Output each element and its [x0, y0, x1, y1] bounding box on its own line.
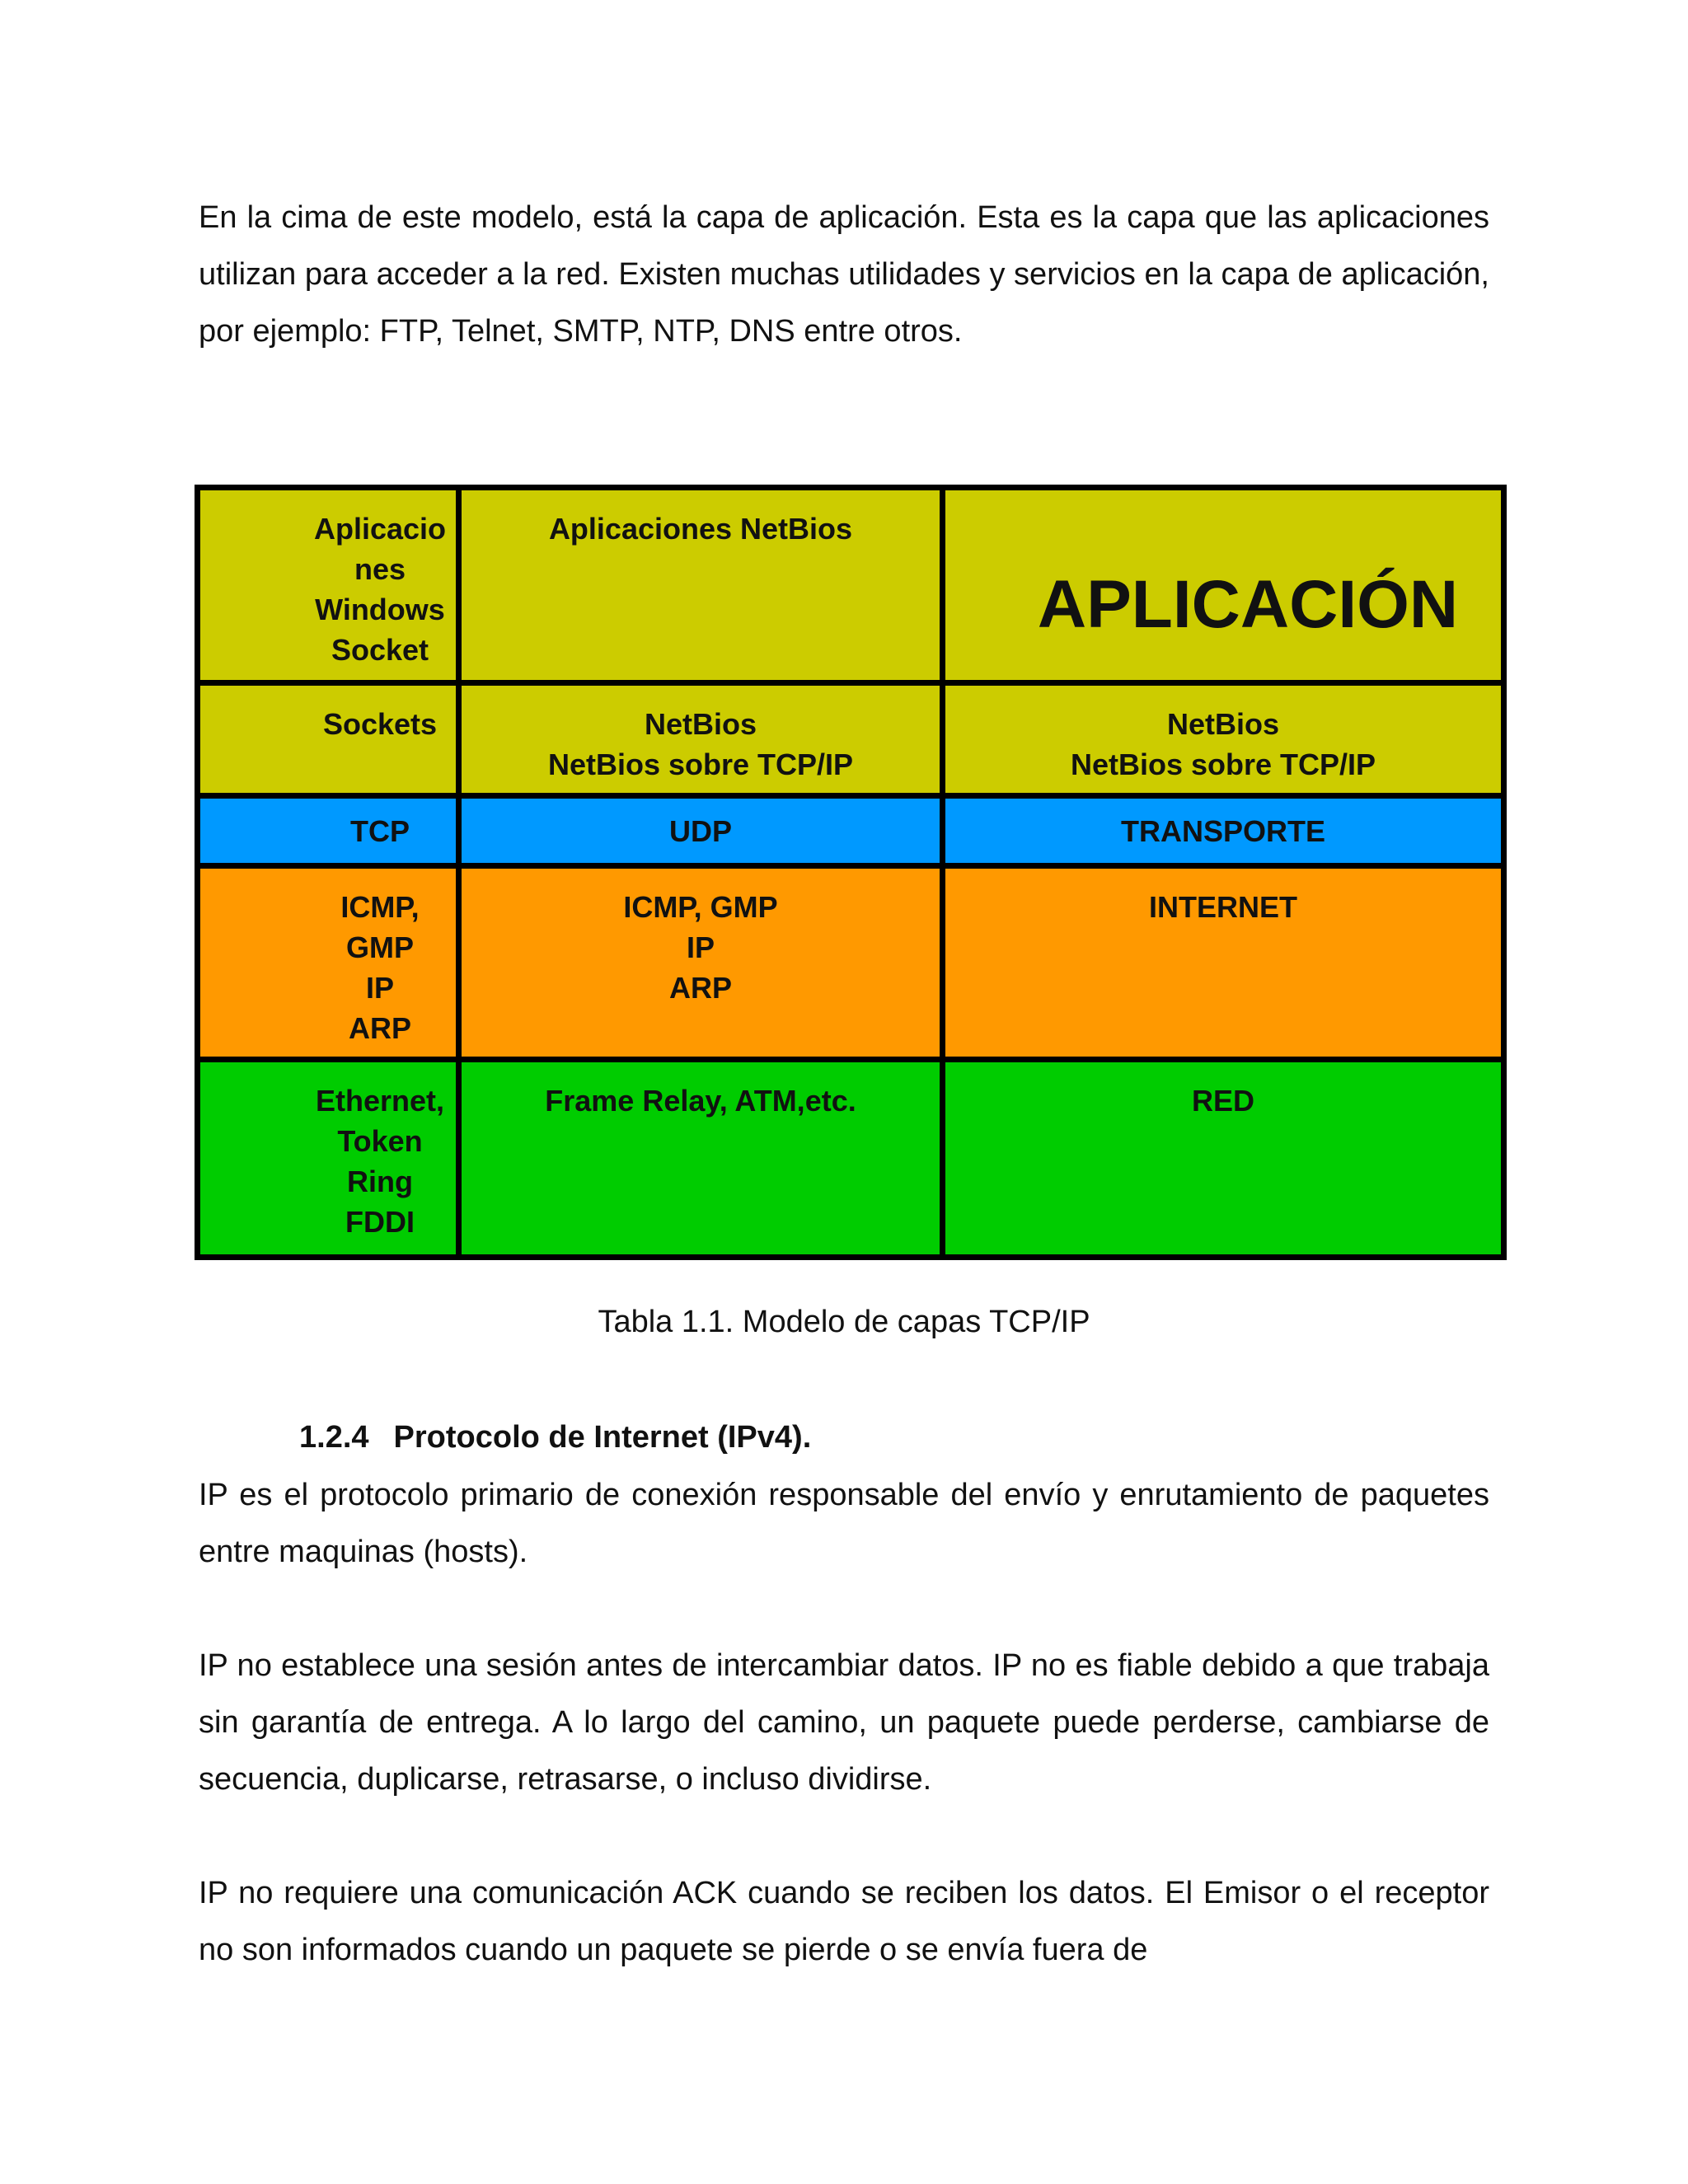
cell-line: Socket: [331, 633, 429, 667]
cell-line: NetBios: [644, 707, 757, 741]
cell-network-layer: [943, 1060, 1504, 1258]
ip-session-paragraph: IP no establece una sesión antes de intercambiar datos. IP no es fiable debido a que trabaja sin garantía de entrega. A lo largo del camino, un paquete puede perderse, cambiarse de secuencia, duplicarse, retrasarse, o incluso dividirse.: [199, 1648, 1489, 1797]
cell-line: INTERNET: [1149, 890, 1297, 924]
cell-line: Frame Relay, ATM,etc.: [545, 1084, 856, 1118]
section-number: 1.2.4: [299, 1420, 369, 1455]
cell-line: NetBios sobre TCP/IP: [547, 748, 854, 781]
cell-line: Sockets: [322, 707, 438, 741]
cell-internet-protocols-2: [459, 866, 943, 1060]
cell-transport-layer: TRANSPORTE: [943, 796, 1504, 866]
ip-definition-paragraph: IP es el protocolo primario de conexión responsable del envío y enrutamiento de paquetes entre maquinas (hosts).: [199, 1478, 1489, 1569]
cell-line: Aplicacio: [313, 512, 447, 546]
cell-internet-protocols: [198, 866, 459, 1060]
cell-line: Token: [337, 1124, 423, 1158]
cell-netbios-apps: [459, 488, 943, 683]
table-row-internet: [198, 866, 1504, 1060]
table-row-transport: [198, 796, 1504, 866]
cell-line: ARP: [668, 971, 732, 1005]
cell-line: ICMP, GMP: [623, 890, 778, 924]
cell-netbios-layer: [943, 683, 1504, 796]
cell-line: Ethernet,: [315, 1084, 445, 1118]
section-title: Protocolo de Internet (IPv4).: [393, 1420, 812, 1455]
cell-line: Ring: [347, 1165, 413, 1198]
cell-line: nes: [354, 552, 406, 586]
cell-line: IP: [686, 930, 715, 964]
cell-line: ICMP,: [340, 890, 420, 924]
cell-line: FDDI: [345, 1205, 415, 1239]
ip-ack-paragraph: IP no requiere una comunicación ACK cuando se reciben los datos. El Emisor o el receptor no son informados cuando un paquete se pierde o se envía fuera de: [199, 1876, 1489, 1967]
cell-netbios: [459, 683, 943, 796]
table-row-network: [198, 1060, 1504, 1258]
cell-line: RED: [1191, 1084, 1254, 1118]
section-heading: [299, 1411, 811, 1464]
tcpip-layers-table: [195, 485, 1507, 1260]
table-caption: Tabla 1.1. Modelo de capas TCP/IP: [598, 1305, 1090, 1339]
cell-line: NetBios: [1166, 707, 1280, 741]
table-row-application: [198, 488, 1504, 683]
cell-udp: UDP: [459, 796, 943, 866]
cell-windows-sockets-apps: [198, 488, 459, 683]
cell-wan-technologies: [459, 1060, 943, 1258]
cell-internet-layer: [943, 866, 1504, 1060]
cell-line: GMP: [345, 930, 414, 964]
cell-lan-technologies: [198, 1060, 459, 1258]
cell-tcp: TCP: [198, 796, 459, 866]
cell-line: IP: [365, 971, 394, 1005]
application-layer-label: APLICACIÓN: [1037, 567, 1459, 642]
cell-line: Windows: [315, 593, 445, 626]
cell-line: NetBios sobre TCP/IP: [1070, 748, 1376, 781]
intro-paragraph: En la cima de este modelo, está la capa de aplicación. Esta es la capa que las aplicaciones utilizan para acceder a la red. Existen muchas utilidades y servicios en la capa de aplicación, por ejemplo: FTP, Telnet, SMTP, NTP, DNS entre otros.: [199, 200, 1489, 349]
cell-line: ARP: [348, 1011, 411, 1045]
table-row-sockets: [198, 683, 1504, 796]
cell-application-layer: [943, 488, 1504, 683]
cell-line: Aplicaciones NetBios: [548, 512, 853, 546]
cell-sockets: [198, 683, 459, 796]
